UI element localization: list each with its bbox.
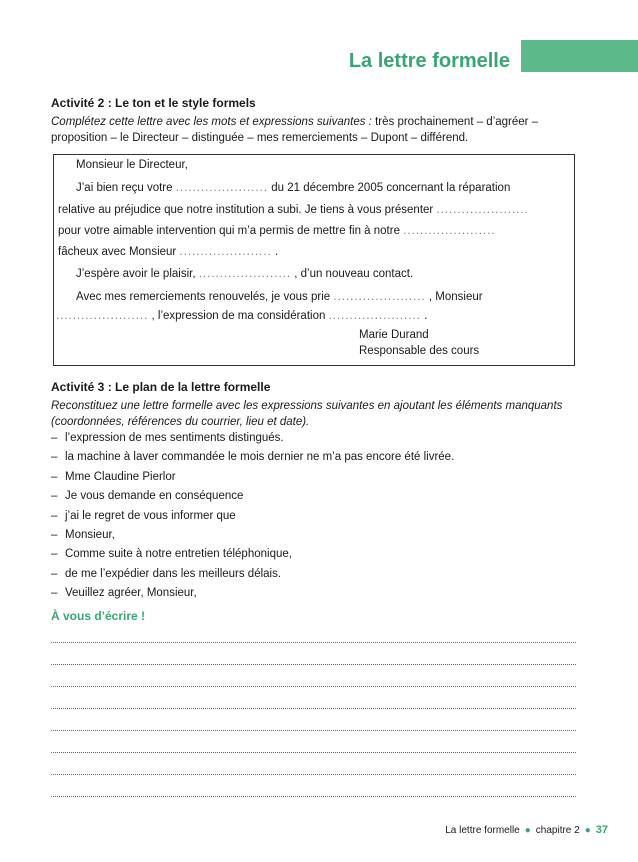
letter-text: J’ai bien reçu votre [76, 182, 173, 194]
writing-line[interactable] [51, 796, 576, 797]
blank-field[interactable]: ...................... [198, 268, 292, 280]
footer-chapter: chapitre 2 [535, 825, 580, 836]
blank-field[interactable]: ...................... [179, 246, 272, 258]
letter-text: , d’un nouveau contact. [294, 268, 414, 280]
list-item: – Monsieur, [51, 528, 115, 541]
list-item: – Comme suite à notre entretien téléphonique, [51, 548, 292, 561]
expression-list [51, 432, 454, 607]
activity-2-instruction-italic: Complétez cette lettre avec les mots et expressions suivantes : [51, 116, 372, 128]
blank-field[interactable]: ...................... [333, 291, 426, 303]
list-item: – Je vous demande en conséquence [51, 490, 244, 503]
blank-field[interactable]: ...................... [436, 204, 529, 216]
letter-line-2 [58, 204, 529, 216]
letter-line-4 [58, 246, 278, 258]
activity-3-instruction [51, 398, 591, 430]
list-item: – de me l’expédier dans les meilleurs délais. [51, 567, 282, 580]
page-title: La lettre formelle [348, 50, 510, 72]
writing-line[interactable] [51, 752, 576, 753]
list-item: – la machine à laver commandée le mois dernier ne m’a pas encore été livrée. [51, 451, 455, 464]
letter-text: , Monsieur [428, 291, 483, 303]
writing-line[interactable] [51, 686, 576, 687]
letter-line-5 [76, 268, 413, 280]
signature-name: Marie Durand [359, 329, 429, 341]
letter-text: , l’expression de ma considération [151, 310, 326, 322]
letter-text: Avec mes remerciements renouvelés, je vous prie [76, 291, 331, 303]
letter-text: fâcheux avec Monsieur [58, 246, 177, 258]
writing-line[interactable] [51, 774, 576, 775]
footer-title: La lettre formelle [445, 825, 520, 836]
letter-text: . [274, 246, 279, 258]
blank-field[interactable]: ...................... [56, 310, 149, 322]
list-item: – j’ai le regret de vous informer que [51, 509, 236, 522]
letter-text: . [424, 310, 428, 322]
letter-line-7 [56, 310, 427, 322]
signature-role: Responsable des cours [359, 345, 480, 357]
writing-line[interactable] [51, 708, 576, 709]
activity-2-heading: Activité 2 : Le ton et le style formels [51, 96, 256, 110]
activity-3-heading: Activité 3 : Le plan de la lettre formelle [51, 380, 271, 394]
writing-line[interactable] [51, 664, 576, 665]
write-heading: À vous d’écrire ! [51, 609, 146, 623]
blank-field[interactable]: ...................... [403, 225, 496, 237]
activity-2-instruction [51, 114, 591, 146]
letter-box [53, 154, 575, 366]
blank-field[interactable]: ...................... [328, 310, 421, 322]
title-accent-bar [521, 40, 638, 72]
writing-line[interactable] [51, 642, 576, 643]
bullet-icon: ● [584, 825, 591, 836]
letter-salutation: Monsieur le Directeur, [76, 159, 188, 171]
list-item: – l’expression de mes sentiments distingués. [51, 432, 284, 444]
activity-2-instruction-words: très prochainement – d’agréer – [375, 116, 539, 128]
bullet-icon: ● [524, 825, 531, 836]
blank-field[interactable]: ...................... [175, 182, 269, 194]
activity-3-instruction-line-1: Reconstituez une lettre formelle avec les expressions suivantes en ajoutant les éléments manquants [51, 400, 563, 412]
list-item: – Mme Claudine Pierlor [51, 470, 176, 483]
page-number: 37 [595, 824, 608, 836]
page-footer [445, 824, 608, 836]
writing-line[interactable] [51, 730, 576, 731]
letter-line-6 [76, 291, 483, 303]
list-item: – Veuillez agréer, Monsieur, [51, 587, 197, 600]
letter-text: relative au préjudice que notre institution a subi. Je tiens à vous présenter [58, 204, 434, 216]
letter-text: J’espère avoir le plaisir, [76, 268, 196, 280]
activity-2-instruction-words-2: proposition – le Directeur – distinguée – mes remerciements – Dupont – différend. [51, 132, 469, 144]
letter-text: du 21 décembre 2005 concernant la réparation [271, 182, 511, 194]
letter-line-1 [76, 182, 510, 194]
activity-3-instruction-line-2: (coordonnées, références du courrier, lieu et date). [51, 416, 310, 428]
letter-line-3 [58, 225, 495, 237]
letter-text: pour votre aimable intervention qui m’a permis de mettre fin à notre [58, 225, 400, 237]
